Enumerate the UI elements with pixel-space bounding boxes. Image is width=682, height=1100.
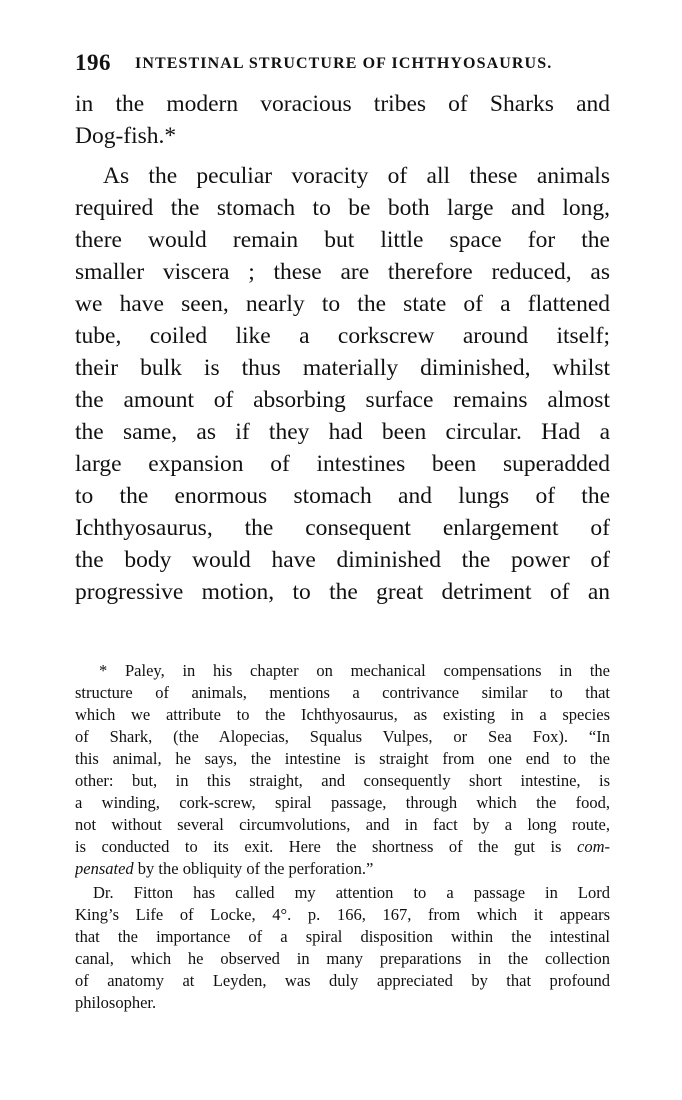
body-line: large expansion of intestines been superadded — [75, 451, 610, 477]
body-line: tube, coiled like a corkscrew around itself; — [75, 323, 610, 349]
footnote-line: of Shark, (the Alopecias, Squalus Vulpes, or Sea Fox). “In — [75, 727, 610, 746]
body-line: to the enormous stomach and lungs of the — [75, 483, 610, 509]
footnote-line: canal, which he observed in many preparations in the collection — [75, 949, 610, 968]
footnote-text: is conducted to its exit. Here the shortness of the gut is — [75, 837, 562, 856]
footnote-italic-text: com- — [577, 837, 610, 856]
body-line: smaller viscera ; these are therefore reduced, as — [75, 259, 610, 285]
body-line: in the modern voracious tribes of Sharks and — [75, 91, 610, 117]
body-line: the body would have diminished the power of — [75, 547, 610, 573]
footnote-line: not without several circumvolutions, and in fact by a long route, — [75, 815, 610, 834]
running-head: INTESTINAL STRUCTURE OF ICHTHYOSAURUS. — [135, 55, 553, 72]
footnote-line: Dr. Fitton has called my attention to a passage in Lord — [93, 883, 610, 902]
body-line: we have seen, nearly to the state of a flattened — [75, 291, 610, 317]
footnote-line: philosopher. — [75, 993, 157, 1012]
footnote-line: that the importance of a spiral disposition within the intestinal — [75, 927, 610, 946]
footnote-italic-text: pensated — [75, 859, 134, 878]
footnote-line: structure of animals, mentions a contrivance similar to that — [75, 683, 610, 702]
body-line: the amount of absorbing surface remains almost — [75, 387, 610, 413]
footnote-line: which we attribute to the Ichthyosaurus, as existing in a species — [75, 705, 610, 724]
footnote-line — [75, 858, 610, 880]
body-line: there would remain but little space for the — [75, 227, 610, 253]
body-line: As the peculiar voracity of all these animals — [103, 163, 610, 189]
footnote-line: a winding, cork-screw, spiral passage, through which the food, — [75, 793, 610, 812]
footnote-line: this animal, he says, the intestine is straight from one end to the — [75, 749, 610, 768]
page-header — [75, 50, 605, 82]
body-line: required the stomach to be both large and long, — [75, 195, 610, 221]
footnote-line: King’s Life of Locke, 4°. p. 166, 167, from which it appears — [75, 905, 610, 924]
page-number: 196 — [75, 50, 111, 75]
body-line: Dog-fish.* — [75, 123, 177, 149]
footnote-line: of anatomy at Leyden, was duly appreciated by that profound — [75, 971, 610, 990]
body-line: Ichthyosaurus, the consequent enlargement of — [75, 515, 610, 541]
body-line: the same, as if they had been circular. Had a — [75, 419, 610, 445]
footnote-text: by the obliquity of the perforation.” — [137, 859, 374, 878]
footnote-line — [75, 836, 610, 858]
footnote-line: * Paley, in his chapter on mechanical compensations in the — [99, 661, 610, 680]
footnote-line: other: but, in this straight, and consequently short intestine, is — [75, 771, 610, 790]
body-line: progressive motion, to the great detriment of an — [75, 579, 610, 605]
body-line: their bulk is thus materially diminished, whilst — [75, 355, 610, 381]
